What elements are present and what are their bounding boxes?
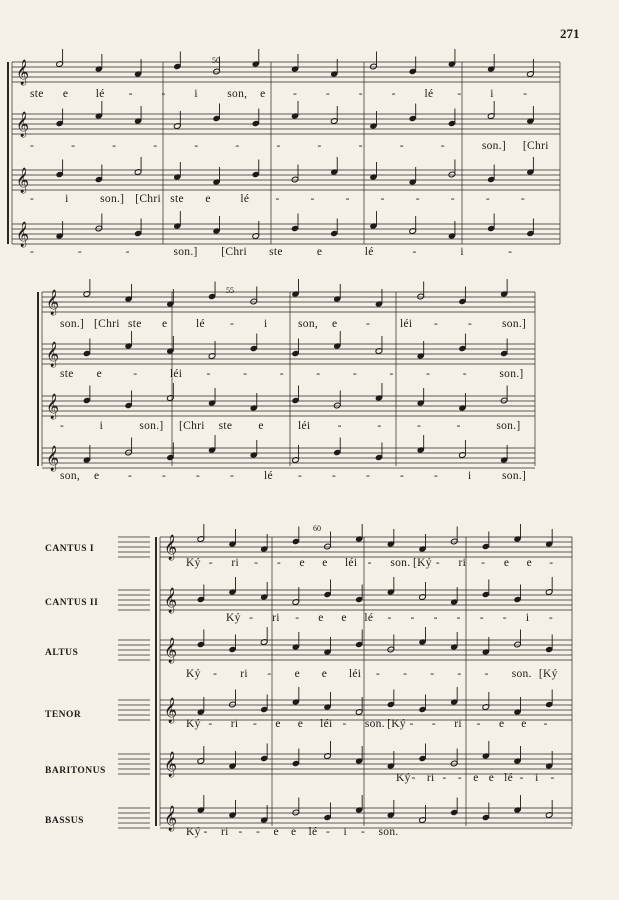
lyric-syllable: - xyxy=(276,557,281,569)
lyric-syllable: - xyxy=(442,772,447,784)
lyric-syllable: - xyxy=(125,246,130,258)
lyric-syllable: - xyxy=(387,612,392,624)
lyric-syllable: - xyxy=(316,368,321,380)
lyric-syllable: - xyxy=(332,470,337,482)
lyric-syllable: - xyxy=(376,668,381,680)
lyric-syllable: - xyxy=(238,826,243,838)
lyric-syllable: - xyxy=(519,772,524,784)
lyric-syllable: son. xyxy=(390,557,411,569)
lyric-syllable: - xyxy=(161,88,166,100)
lyric-syllable: - xyxy=(403,668,408,680)
lyric-syllable: e xyxy=(299,557,305,569)
lyric-syllable: lé xyxy=(364,246,374,258)
lyric-syllable: - xyxy=(361,826,366,838)
lyric-syllable: - xyxy=(409,718,414,730)
lyric-syllable: [Ký xyxy=(413,557,432,569)
lyric-syllable: - xyxy=(267,668,272,680)
lyric-syllable: - xyxy=(366,470,371,482)
lyric-syllable: - xyxy=(543,718,548,730)
lyric-syllable: - xyxy=(380,193,385,205)
voice-label-baritonus: BARITONUS xyxy=(45,766,106,776)
lyric-syllable: - xyxy=(317,140,322,152)
lyric-syllable: - xyxy=(434,470,439,482)
voice-label-bassus: BASSUS xyxy=(45,816,84,826)
lyric-syllable: - xyxy=(30,246,35,258)
lyric-syllable: - xyxy=(295,612,300,624)
lyric-syllable: - xyxy=(153,140,158,152)
clef-icon: 𝄞 xyxy=(164,751,178,776)
lyric-syllable: e xyxy=(488,772,495,784)
lyric-syllable: léi xyxy=(298,420,311,432)
lyric-syllable: son.] xyxy=(139,420,164,432)
lyric-syllable: - xyxy=(468,318,473,330)
lyric-syllable: lé xyxy=(504,772,514,784)
voice-label-cantus-1: CANTUS I xyxy=(45,544,95,554)
lyric-syllable: son.] xyxy=(502,318,527,330)
lyric-syllable: - xyxy=(400,470,405,482)
lyric-syllable: - xyxy=(548,612,554,624)
lyric-syllable: - xyxy=(456,420,461,432)
lyric-syllable: son.] xyxy=(100,193,125,205)
lyric-syllable: - xyxy=(326,826,331,838)
lyric-syllable: ste xyxy=(170,193,184,205)
lyric-syllable: e xyxy=(503,557,510,569)
lyric-syllable: - xyxy=(457,668,462,680)
lyric-syllable: e xyxy=(341,612,347,624)
lyric-syllable: - xyxy=(417,420,422,432)
lyric-syllable: - xyxy=(410,612,415,624)
lyric-syllable: ri xyxy=(230,718,239,730)
lyric-syllable: e xyxy=(260,88,266,100)
lyric-syllable: ri xyxy=(221,826,229,838)
voice-label-tenor: TENOR xyxy=(45,710,82,720)
page-number: 271 xyxy=(560,26,580,41)
lyric-syllable: e xyxy=(94,470,100,482)
lyric-syllable: e xyxy=(297,718,304,730)
lyric-syllable: - xyxy=(325,88,331,100)
lyric-syllable: - xyxy=(194,140,199,152)
lyric-syllable: e xyxy=(62,88,69,100)
lyric-syllable: - xyxy=(196,470,201,482)
lyric-syllable: - xyxy=(279,368,284,380)
lyric-syllable: i xyxy=(264,318,268,330)
lyric-syllable: - xyxy=(30,140,35,152)
lyric-syllable: son.] xyxy=(502,470,527,482)
lyric-syllable: léi xyxy=(348,668,362,680)
lyric-syllable: son. xyxy=(378,826,399,838)
lyric-syllable: - xyxy=(520,193,526,205)
lyric-syllable: - xyxy=(230,318,235,330)
clef-icon: 𝄞 xyxy=(164,697,178,722)
lyric-syllable: - xyxy=(462,368,467,380)
lyric-syllable: e xyxy=(521,718,527,730)
lyric-syllable: son, xyxy=(227,88,248,100)
measure-number-50: 50 xyxy=(212,56,220,65)
lyric-syllable: son, xyxy=(298,318,319,330)
lyric-syllable: - xyxy=(430,668,435,680)
lyric-syllable: i xyxy=(99,420,104,432)
lyric-syllable: - xyxy=(276,140,281,152)
lyric-syllable: ste xyxy=(218,420,233,432)
lyric-syllable: ri xyxy=(272,612,280,624)
lyric-syllable: - xyxy=(377,420,382,432)
lyric-syllable: - xyxy=(433,612,438,624)
lyric-syllable: e xyxy=(526,557,532,569)
lyric-syllable: - xyxy=(479,612,484,624)
lyric-syllable: [Chri xyxy=(179,420,205,432)
lyric-syllable: i xyxy=(468,470,472,482)
lyric-syllable: son.] xyxy=(496,420,521,432)
lyric-syllable: - xyxy=(434,318,439,330)
clef-icon: 𝄞 xyxy=(16,167,30,192)
lyric-syllable: i xyxy=(65,193,69,205)
lyric-syllable: e xyxy=(332,318,338,330)
lyric-syllable: - xyxy=(162,470,167,482)
lyric-syllable: - xyxy=(523,88,528,100)
lyric-syllable: - xyxy=(352,368,358,380)
lyric-syllable: e xyxy=(318,612,324,624)
lyric-syllable: e xyxy=(162,318,168,330)
lyric-syllable: - xyxy=(235,140,240,152)
lyric-syllable: ri xyxy=(454,718,462,730)
clef-icon: 𝄞 xyxy=(164,637,178,662)
lyric-syllable: ri xyxy=(240,668,248,680)
clef-icon: 𝄞 xyxy=(46,393,60,418)
lyric-syllable: - xyxy=(230,470,235,482)
lyric-syllable: Ký xyxy=(226,612,241,624)
lyric-syllable: - xyxy=(112,140,117,152)
lyric-syllable: - xyxy=(128,88,133,100)
lyric-syllable: ri xyxy=(231,557,240,569)
lyric-syllable: - xyxy=(298,470,303,482)
lyric-syllable: léi xyxy=(400,318,413,330)
measure-number-60: 60 xyxy=(313,524,321,533)
lyric-syllable: - xyxy=(358,88,363,100)
lyric-syllable: - xyxy=(254,557,259,569)
lyric-syllable: - xyxy=(426,368,431,380)
lyric-syllable: - xyxy=(243,368,248,380)
lyric-syllable: - xyxy=(367,557,372,569)
lyric-syllable: ste xyxy=(128,318,142,330)
lyric-syllable: - xyxy=(208,557,213,569)
lyric-syllable: - xyxy=(71,140,76,152)
lyric-syllable: lé xyxy=(364,612,374,624)
lyric-syllable: [Chri xyxy=(522,140,549,152)
lyric-syllable: - xyxy=(431,718,437,730)
lyric-syllable: - xyxy=(502,612,507,624)
lyric-syllable: i xyxy=(343,826,347,838)
lyric-syllable: - xyxy=(485,193,490,205)
clef-icon: 𝄞 xyxy=(46,445,60,470)
lyric-syllable: - xyxy=(342,718,347,730)
clef-icon: 𝄞 xyxy=(16,221,30,246)
lyric-syllable: - xyxy=(389,368,394,380)
lyric-syllable: - xyxy=(457,88,462,100)
lyric-syllable: - xyxy=(358,140,363,152)
lyric-syllable: lé xyxy=(196,318,205,330)
lyric-syllable: e xyxy=(258,420,264,432)
lyric-syllable: i xyxy=(525,612,530,624)
lyric-syllable: - xyxy=(128,470,133,482)
voice-label-altus: ALTUS xyxy=(45,648,79,658)
lyric-syllable: - xyxy=(249,612,254,624)
clef-icon: 𝄞 xyxy=(46,289,60,314)
lyric-syllable: - xyxy=(508,246,513,258)
lyric-syllable: - xyxy=(412,246,417,258)
lyric-syllable: ri xyxy=(458,557,467,569)
lyric-syllable: i xyxy=(460,246,464,258)
lyric-syllable: [Ký xyxy=(538,668,558,680)
lyric-syllable: - xyxy=(30,193,35,205)
lyric-syllable: - xyxy=(476,718,481,730)
lyric-syllable: - xyxy=(411,772,416,784)
lyric-syllable: - xyxy=(293,88,298,100)
lyric-syllable: - xyxy=(256,826,261,838)
lyric-syllable: e xyxy=(294,668,300,680)
lyric-syllable: ri xyxy=(426,772,435,784)
lyric-syllable: e xyxy=(275,718,281,730)
lyric-syllable: - xyxy=(484,668,489,680)
lyric-syllable: i xyxy=(194,88,198,100)
lyric-syllable: son. xyxy=(364,718,385,730)
lyric-syllable: i xyxy=(535,772,539,784)
lyric-syllable: i xyxy=(490,88,494,100)
lyric-syllable: - xyxy=(208,718,213,730)
lyric-syllable: [Ký xyxy=(387,718,406,730)
lyric-syllable: son, xyxy=(60,470,81,482)
lyric-syllable: - xyxy=(399,140,404,152)
clef-icon: 𝄞 xyxy=(164,587,178,612)
lyric-syllable: lé xyxy=(240,193,250,205)
clef-icon: 𝄞 xyxy=(46,341,60,366)
lyric-syllable: - xyxy=(450,193,455,205)
clef-icon: 𝄞 xyxy=(164,805,178,830)
lyric-syllable: e xyxy=(321,668,328,680)
voice-label-cantus-2: CANTUS II xyxy=(45,598,99,608)
lyric-syllable: léi xyxy=(169,368,183,380)
lyric-syllable: [Chri xyxy=(221,246,248,258)
lyric-syllable: Ký xyxy=(186,557,201,569)
lyric-syllable: son.] xyxy=(173,246,198,258)
lyric-syllable: ste xyxy=(269,246,283,258)
lyric-syllable: ste xyxy=(30,88,44,100)
lyric-syllable: e xyxy=(473,772,479,784)
lyric-syllable: - xyxy=(391,88,396,100)
lyric-syllable: [Chri xyxy=(94,318,120,330)
lyric-syllable: léi xyxy=(344,557,358,569)
lyric-syllable: [Chri xyxy=(135,193,161,205)
lyric-syllable: son. xyxy=(511,668,532,680)
lyric-syllable: - xyxy=(253,718,258,730)
lyric-syllable: - xyxy=(77,246,82,258)
lyric-syllable: e xyxy=(273,826,279,838)
lyric-syllable: - xyxy=(549,557,554,569)
lyric-syllable: e xyxy=(498,718,505,730)
lyric-syllable: ste xyxy=(60,368,74,380)
lyric-syllable: son.] xyxy=(499,368,524,380)
lyric-syllable: Ký xyxy=(396,772,411,784)
lyric-syllable: e xyxy=(316,246,323,258)
clef-icon: 𝄞 xyxy=(164,534,178,559)
lyric-syllable: son.] xyxy=(60,318,85,330)
lyric-syllable: Ký xyxy=(186,668,201,680)
lyric-syllable: - xyxy=(203,826,208,838)
lyric-syllable: lé xyxy=(95,88,105,100)
lyric-syllable: - xyxy=(133,368,138,380)
lyric-syllable: lé xyxy=(308,826,318,838)
lyric-syllable: e xyxy=(322,557,328,569)
lyric-syllable: e xyxy=(291,826,297,838)
lyric-syllable: e xyxy=(96,368,103,380)
lyric-syllable: - xyxy=(310,193,315,205)
lyric-syllable: - xyxy=(275,193,280,205)
lyric-syllable: - xyxy=(366,318,371,330)
lyric-syllable: - xyxy=(457,772,462,784)
lyric-syllable: - xyxy=(440,140,445,152)
lyric-syllable: lé xyxy=(424,88,434,100)
lyric-syllable: léi xyxy=(320,718,333,730)
measure-number-55: 55 xyxy=(226,286,234,295)
lyric-syllable: Ký xyxy=(186,826,201,838)
lyric-syllable: - xyxy=(435,557,440,569)
lyric-syllable: - xyxy=(60,420,65,432)
clef-icon: 𝄞 xyxy=(16,59,30,84)
lyric-syllable: - xyxy=(337,420,342,432)
lyric-syllable: - xyxy=(456,612,461,624)
lyric-syllable: Ký xyxy=(186,718,201,730)
lyric-syllable: e xyxy=(205,193,211,205)
lyric-syllable: lé xyxy=(264,470,273,482)
lyric-syllable: - xyxy=(415,193,420,205)
lyric-syllable: - xyxy=(481,557,486,569)
lyric-syllable: son.] xyxy=(481,140,507,152)
clef-icon: 𝄞 xyxy=(16,111,30,136)
lyric-syllable: - xyxy=(345,193,350,205)
lyric-syllable: - xyxy=(213,668,218,680)
lyric-syllable: - xyxy=(206,368,211,380)
lyric-syllable: - xyxy=(550,772,555,784)
